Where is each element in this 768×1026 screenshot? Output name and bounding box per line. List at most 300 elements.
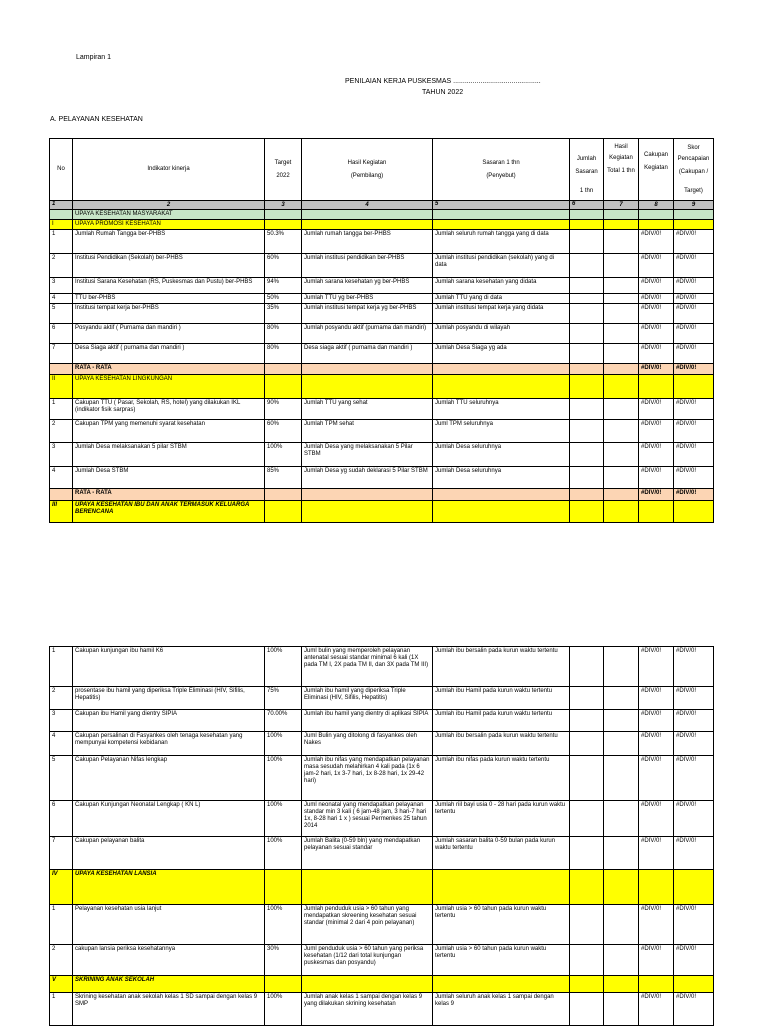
cell-no: I <box>50 220 73 230</box>
cell-sasaran: Jumlah Desa seluruhnya <box>433 443 570 467</box>
cell-skor: #DIV/0! <box>674 304 714 324</box>
cell-no: 1 <box>50 905 73 945</box>
cell-sasaran: Jumlah ibu bersalin pada kurun waktu tertentu <box>433 732 570 756</box>
header-cakupan-line2: Kegiatan <box>644 164 668 171</box>
cell-cakupan: #DIV/0! <box>639 324 674 344</box>
cell-hasil-total <box>604 976 639 993</box>
cell-hasil: Juml bulin yang memperoleh pelayanan antenatal sesuai standar minimal 6 kali (1X pada TM I, 2X pada TM II, dan 3X pada TM III) <box>302 647 433 687</box>
kinerja-table-top <box>49 138 714 523</box>
cell-jumlah-sasaran <box>570 905 604 945</box>
cell-target: 100% <box>265 837 302 870</box>
table-row <box>50 278 714 294</box>
cell-hasil: Desa siaga aktif ( purnama dan mandiri ) <box>302 344 433 364</box>
header-skor-line1: Skor <box>687 144 700 151</box>
cell-no: 1 <box>50 647 73 687</box>
cell-target: 60% <box>265 420 302 443</box>
cell-hasil-total <box>604 399 639 420</box>
cell-skor: #DIV/0! <box>674 364 714 375</box>
cell-hasil-total <box>604 375 639 399</box>
cell-hasil-total <box>604 905 639 945</box>
cell-target: 85% <box>265 467 302 489</box>
cell-cakupan <box>639 870 674 905</box>
cell-skor: #DIV/0! <box>674 420 714 443</box>
cell-target: 70.00% <box>265 710 302 732</box>
cell-indikator: SKRINING ANAK SEKOLAH <box>73 976 265 993</box>
colnum-7: 7 <box>604 201 639 210</box>
cell-sasaran: Jumlah seluruh anak kelas 1 sampai dengan kelas 9 <box>433 993 570 1026</box>
cell-jumlah-sasaran <box>570 687 604 710</box>
cell-cakupan: #DIV/0! <box>639 837 674 870</box>
cell-hasil-total <box>604 344 639 364</box>
cell-no <box>50 364 73 375</box>
table-row <box>50 304 714 324</box>
header-sasaran-line2: (Penyebut) <box>486 172 516 179</box>
cell-hasil: Juml neonatal yang mendapatkan pelayanan standar min 3 kali ( 6 jam-48 jam, 3 hari-7 hari 1x, 8-28 hari 1 x ) sesuai Permenkes 25 tahun 2014 <box>302 801 433 837</box>
cell-no: 1 <box>50 399 73 420</box>
cell-skor: #DIV/0! <box>674 254 714 278</box>
cell-skor: #DIV/0! <box>674 278 714 294</box>
cell-hasil <box>302 210 433 220</box>
cell-sasaran: Jumlah TTU seluruhnya <box>433 399 570 420</box>
header-skor-line4: Target) <box>684 187 703 194</box>
cell-indikator: Pelayanan kesehatan usia lanjut <box>73 905 265 945</box>
header-jumlah-line1: Jumlah <box>576 156 597 162</box>
cell-target: 100% <box>265 905 302 945</box>
cell-cakupan <box>639 210 674 220</box>
cell-indikator: Cakupan Pelayanan Nifas lengkap <box>73 756 265 801</box>
cell-no: 2 <box>50 254 73 278</box>
cell-skor: #DIV/0! <box>674 344 714 364</box>
cell-no: 4 <box>50 732 73 756</box>
header-no: No <box>50 139 73 201</box>
cell-hasil <box>302 489 433 501</box>
cell-indikator: UPAYA KESEHATAN IBU DAN ANAK TERMASUK KELUARGA BERENCANA <box>73 501 265 523</box>
table-row <box>50 801 714 837</box>
table-row <box>50 993 714 1026</box>
header-skor-line2: Pencapaian <box>677 155 710 162</box>
cell-indikator: Cakupan TPM yang memenuhi syarat kesehatan <box>73 420 265 443</box>
table-row <box>50 945 714 976</box>
table-row <box>50 687 714 710</box>
table-row <box>50 364 714 375</box>
cell-hasil-total <box>604 801 639 837</box>
cell-indikator: prosentase ibu hamil yang diperiksa Triple Eliminasi (HIV, Sifilis, Hepatitis) <box>73 687 265 710</box>
cell-indikator: Cakupan pelayanan balita <box>73 837 265 870</box>
cell-skor <box>674 870 714 905</box>
table-row <box>50 344 714 364</box>
table-row <box>50 420 714 443</box>
cell-skor: #DIV/0! <box>674 294 714 304</box>
cell-sasaran: Jumlah ibu bersalin pada kurun waktu tertentu <box>433 647 570 687</box>
header-jumlah-line2: Sasaran <box>575 169 598 175</box>
cell-skor: #DIV/0! <box>674 801 714 837</box>
cell-target <box>265 210 302 220</box>
cell-jumlah-sasaran <box>570 467 604 489</box>
cell-no: III <box>50 501 73 523</box>
cell-indikator: Cakupan kunjungan ibu hamil K6 <box>73 647 265 687</box>
cell-hasil <box>302 364 433 375</box>
cell-indikator: cakupan lansia periksa kesehatannya <box>73 945 265 976</box>
cell-cakupan: #DIV/0! <box>639 732 674 756</box>
cell-skor: #DIV/0! <box>674 467 714 489</box>
cell-indikator: Posyandu aktif ( Purnama dan mandiri ) <box>73 324 265 344</box>
cell-hasil-total <box>604 467 639 489</box>
cell-indikator: TTU ber-PHBS <box>73 294 265 304</box>
cell-target: 35% <box>265 304 302 324</box>
cell-target: 100% <box>265 732 302 756</box>
cell-indikator: Institusi Pendidikan (Sekolah) ber-PHBS <box>73 254 265 278</box>
cell-jumlah-sasaran <box>570 399 604 420</box>
cell-cakupan <box>639 976 674 993</box>
cell-hasil: Jumlah ibu nifas yang mendapatkan pelayanan masa sesudah melahirkan 4 kali pada (1x 6 jam-2 hari, 1x 3-7 hari, 1x 8-28 hari, 1x 29-42 hari) <box>302 756 433 801</box>
kinerja-table-bottom <box>49 646 714 1026</box>
cell-hasil-total <box>604 837 639 870</box>
header-jumlah-line3: 1 thn <box>579 188 594 194</box>
cell-no <box>50 489 73 501</box>
colnum-1: 1 <box>50 201 73 210</box>
table-row <box>50 647 714 687</box>
cell-sasaran: Jumlah TTU yang di data <box>433 294 570 304</box>
cell-no: 2 <box>50 687 73 710</box>
cell-skor: #DIV/0! <box>674 647 714 687</box>
cell-hasil-total <box>604 294 639 304</box>
cell-skor <box>674 375 714 399</box>
cell-hasil <box>302 501 433 523</box>
table-row <box>50 710 714 732</box>
cell-hasil-total <box>604 870 639 905</box>
cell-target <box>265 375 302 399</box>
table-header-row <box>50 139 714 201</box>
cell-no: 1 <box>50 993 73 1026</box>
cell-no: 4 <box>50 467 73 489</box>
cell-sasaran <box>433 364 570 375</box>
cell-sasaran: Jumlah ibu Hamil pada kurun waktu tertentu <box>433 687 570 710</box>
cell-indikator: RATA - RATA <box>73 489 265 501</box>
cell-hasil-total <box>604 210 639 220</box>
header-hasil-line2: (Pembilang) <box>350 172 384 179</box>
document-title: PENILAIAN KERJA PUSKESMAS ............................................. <box>345 78 541 85</box>
cell-sasaran <box>433 220 570 230</box>
cell-skor: #DIV/0! <box>674 993 714 1026</box>
header-cakupan-line1: Cakupan <box>643 151 669 158</box>
cell-sasaran <box>433 870 570 905</box>
cell-skor: #DIV/0! <box>674 443 714 467</box>
cell-hasil: Jumlah penduduk usia > 60 tahun yang mendapatkan skreening kesehatan sesuai standar (minimal 2 dari 4 poin pelayanan) <box>302 905 433 945</box>
header-skor <box>674 139 714 201</box>
colnum-8: 8 <box>639 201 674 210</box>
cell-sasaran: Jumlah Desa seluruhnya <box>433 467 570 489</box>
cell-no: 2 <box>50 945 73 976</box>
cell-sasaran: Jumlah institusi pendidikan (sekolah) yang di data <box>433 254 570 278</box>
cell-hasil <box>302 870 433 905</box>
colnum-9: 9 <box>674 201 714 210</box>
cell-no: 6 <box>50 324 73 344</box>
cell-jumlah-sasaran <box>570 710 604 732</box>
cell-indikator: UPAYA KESEHATAN LINGKUNGAN <box>73 375 265 399</box>
cell-cakupan <box>639 375 674 399</box>
cell-jumlah-sasaran <box>570 756 604 801</box>
header-target-line1: Target <box>274 159 292 166</box>
cell-hasil: Jumlah rumah tangga ber-PHBS <box>302 230 433 254</box>
cell-sasaran: Jumlah ibu Hamil pada kurun waktu tertentu <box>433 710 570 732</box>
cell-indikator: Cakupan persalinan di Fasyankes oleh tenaga kesehatan yang mempunyai kompetensi kebidanan <box>73 732 265 756</box>
table-row <box>50 501 714 523</box>
header-cakupan <box>639 139 674 201</box>
cell-no: II <box>50 375 73 399</box>
cell-jumlah-sasaran <box>570 801 604 837</box>
cell-sasaran: Jumlah posyandu di wilayah <box>433 324 570 344</box>
cell-hasil: Jumlah Desa yang melaksanakan 5 Pilar STBM <box>302 443 433 467</box>
cell-cakupan: #DIV/0! <box>639 905 674 945</box>
colnum-5: 5 <box>433 201 570 210</box>
cell-hasil-total <box>604 756 639 801</box>
header-hasil-kegiatan <box>604 139 639 201</box>
cell-no: 7 <box>50 344 73 364</box>
cell-hasil: Juml penduduk usia > 60 tahun yang periksa kesehatan (1/12 dari total kunjungan puskesmas dan posyandu) <box>302 945 433 976</box>
cell-skor: #DIV/0! <box>674 489 714 501</box>
cell-hasil: Jumlah institusi pendidikan ber-PHBS <box>302 254 433 278</box>
cell-target <box>265 976 302 993</box>
cell-indikator: Desa Siaga aktif ( purnama dan mandiri ) <box>73 344 265 364</box>
cell-jumlah-sasaran <box>570 254 604 278</box>
cell-skor: #DIV/0! <box>674 399 714 420</box>
cell-sasaran <box>433 489 570 501</box>
colnum-6: 6 <box>570 201 604 210</box>
cell-skor: #DIV/0! <box>674 230 714 254</box>
cell-cakupan: #DIV/0! <box>639 420 674 443</box>
cell-hasil <box>302 220 433 230</box>
cell-sasaran: Jumlah seluruh rumah tangga yang di data <box>433 230 570 254</box>
cell-no: 3 <box>50 710 73 732</box>
table-row <box>50 399 714 420</box>
cell-target: 50% <box>265 294 302 304</box>
header-hasil-line1: Hasil Kegiatan <box>347 159 387 166</box>
cell-skor: #DIV/0! <box>674 324 714 344</box>
cell-indikator: Institusi tempat kerja ber-PHBS <box>73 304 265 324</box>
cell-hasil-total <box>604 220 639 230</box>
cell-jumlah-sasaran <box>570 501 604 523</box>
header-hasilkeg-line3: Total 1 thn <box>607 168 635 174</box>
cell-jumlah-sasaran <box>570 732 604 756</box>
cell-skor: #DIV/0! <box>674 687 714 710</box>
table-row <box>50 905 714 945</box>
cell-hasil-total <box>604 443 639 467</box>
cell-skor: #DIV/0! <box>674 710 714 732</box>
table-row <box>50 756 714 801</box>
cell-hasil: Jumlah institusi tempat kerja yg ber-PHBS <box>302 304 433 324</box>
column-number-row <box>50 201 714 210</box>
cell-cakupan: #DIV/0! <box>639 647 674 687</box>
cell-jumlah-sasaran <box>570 870 604 905</box>
cell-jumlah-sasaran <box>570 278 604 294</box>
cell-indikator: Jumlah Desa melaksanakan 5 pilar STBM <box>73 443 265 467</box>
cell-sasaran: Jumlah Desa Siaga yg ada <box>433 344 570 364</box>
cell-jumlah-sasaran <box>570 420 604 443</box>
cell-sasaran <box>433 375 570 399</box>
cell-target: 75% <box>265 687 302 710</box>
cell-no: 5 <box>50 756 73 801</box>
cell-no: IV <box>50 870 73 905</box>
table-row <box>50 294 714 304</box>
cell-cakupan: #DIV/0! <box>639 993 674 1026</box>
cell-target: 94% <box>265 278 302 294</box>
cell-cakupan: #DIV/0! <box>639 399 674 420</box>
cell-sasaran: Jumlah usia > 60 tahun pada kurun waktu tertentu <box>433 945 570 976</box>
table-row <box>50 732 714 756</box>
cell-indikator: UPAYA KESEHATAN LANSIA <box>73 870 265 905</box>
cell-target <box>265 489 302 501</box>
cell-hasil-total <box>604 324 639 344</box>
cell-hasil-total <box>604 230 639 254</box>
cell-cakupan: #DIV/0! <box>639 467 674 489</box>
cell-jumlah-sasaran <box>570 976 604 993</box>
cell-indikator: Institusi Sarana Kesehatan (RS, Puskesmas dan Pustu) ber-PHBS <box>73 278 265 294</box>
cell-no: 3 <box>50 278 73 294</box>
cell-no: 3 <box>50 443 73 467</box>
cell-cakupan <box>639 501 674 523</box>
cell-sasaran <box>433 976 570 993</box>
cell-indikator: Cakupan TTU ( Pasar, Sekolah, RS, hotel) yang dilakukan IKL (indikator fisik sarpras) <box>73 399 265 420</box>
table-row <box>50 230 714 254</box>
header-target-line2: 2022 <box>276 172 290 179</box>
cell-cakupan: #DIV/0! <box>639 364 674 375</box>
cell-hasil-total <box>604 278 639 294</box>
table-row <box>50 870 714 905</box>
cell-sasaran: Jumlah sarana kesehatan yang didata <box>433 278 570 294</box>
cell-no: 4 <box>50 294 73 304</box>
cell-jumlah-sasaran <box>570 304 604 324</box>
cell-hasil-total <box>604 364 639 375</box>
table-row <box>50 837 714 870</box>
header-jumlah-sasaran <box>570 139 604 201</box>
header-hasilkeg-line2: Kegiatan <box>609 155 633 161</box>
cell-indikator: Jumlah Rumah Tangga ber-PHBS <box>73 230 265 254</box>
header-hasilkeg-line1: Hasil <box>614 144 628 150</box>
cell-hasil-total <box>604 489 639 501</box>
cell-hasil-total <box>604 945 639 976</box>
cell-jumlah-sasaran <box>570 220 604 230</box>
cell-cakupan: #DIV/0! <box>639 294 674 304</box>
cell-jumlah-sasaran <box>570 230 604 254</box>
cell-hasil-total <box>604 687 639 710</box>
cell-cakupan: #DIV/0! <box>639 489 674 501</box>
table-row <box>50 254 714 278</box>
cell-no: 2 <box>50 420 73 443</box>
cell-cakupan: #DIV/0! <box>639 443 674 467</box>
cell-indikator: RATA - RATA <box>73 364 265 375</box>
cell-hasil <box>302 976 433 993</box>
cell-jumlah-sasaran <box>570 443 604 467</box>
cell-target: 100% <box>265 993 302 1026</box>
cell-skor <box>674 501 714 523</box>
cell-cakupan: #DIV/0! <box>639 254 674 278</box>
cell-jumlah-sasaran <box>570 344 604 364</box>
cell-skor <box>674 976 714 993</box>
header-sasaran-line1: Sasaran 1 thn <box>482 159 520 166</box>
cell-target: 100% <box>265 647 302 687</box>
cell-hasil <box>302 375 433 399</box>
cell-target: 50.3% <box>265 230 302 254</box>
cell-cakupan: #DIV/0! <box>639 278 674 294</box>
cell-target <box>265 364 302 375</box>
cell-hasil-total <box>604 732 639 756</box>
cell-target: 80% <box>265 344 302 364</box>
cell-target: 60% <box>265 254 302 278</box>
cell-indikator: Cakupan ibu Hamil yang dientry SIPIA <box>73 710 265 732</box>
cell-hasil: Jumlah anak kelas 1 sampai dengan kelas 9 yang dilakukan skrining kesehatan <box>302 993 433 1026</box>
table-row <box>50 220 714 230</box>
cell-no: V <box>50 976 73 993</box>
cell-no: 1 <box>50 230 73 254</box>
cell-skor: #DIV/0! <box>674 837 714 870</box>
cell-cakupan: #DIV/0! <box>639 230 674 254</box>
cell-sasaran: Juml TPM seluruhnya <box>433 420 570 443</box>
table-row <box>50 324 714 344</box>
cell-no: 7 <box>50 837 73 870</box>
document-year: TAHUN 2022 <box>422 89 464 96</box>
cell-hasil: Jumlah Desa yg sudah deklarasi 5 Pilar STBM <box>302 467 433 489</box>
cell-jumlah-sasaran <box>570 294 604 304</box>
cell-hasil-total <box>604 304 639 324</box>
cell-target: 100% <box>265 443 302 467</box>
cell-target <box>265 870 302 905</box>
cell-jumlah-sasaran <box>570 993 604 1026</box>
cell-target: 100% <box>265 756 302 801</box>
cell-hasil-total <box>604 254 639 278</box>
cell-cakupan: #DIV/0! <box>639 687 674 710</box>
cell-target: 30% <box>265 945 302 976</box>
cell-cakupan: #DIV/0! <box>639 344 674 364</box>
lampiran-label: Lampiran 1 <box>76 54 112 61</box>
cell-hasil: Jumlah Balita (0-59 bln) yang mendapatkan pelayanan sesuai standar <box>302 837 433 870</box>
cell-jumlah-sasaran <box>570 647 604 687</box>
table-row <box>50 443 714 467</box>
cell-target <box>265 501 302 523</box>
cell-indikator: Skrining kesehatan anak sekolah kelas 1 SD sampai dengan kelas 9 SMP <box>73 993 265 1026</box>
header-skor-line3: (Cakupan / <box>678 168 709 175</box>
cell-hasil: Jumlah ibu hamil yang dientry di aplikasi SIPIA <box>302 710 433 732</box>
cell-hasil-total <box>604 501 639 523</box>
cell-hasil-total <box>604 647 639 687</box>
cell-hasil: Jumlah TTU yg ber-PHBS <box>302 294 433 304</box>
cell-sasaran: Jumlah institusi tempat kerja yang didata <box>433 304 570 324</box>
cell-skor <box>674 210 714 220</box>
cell-sasaran: Jumlah riil bayi usia 0 - 28 hari pada kurun waktu tertentu <box>433 801 570 837</box>
header-target <box>265 139 302 201</box>
header-hasil <box>302 139 433 201</box>
cell-skor: #DIV/0! <box>674 756 714 801</box>
table-row <box>50 467 714 489</box>
cell-jumlah-sasaran <box>570 324 604 344</box>
cell-cakupan: #DIV/0! <box>639 304 674 324</box>
colnum-2: 2 <box>73 201 265 210</box>
cell-jumlah-sasaran <box>570 375 604 399</box>
colnum-4: 4 <box>302 201 433 210</box>
cell-hasil: Jumlah TTU yang sehat <box>302 399 433 420</box>
cell-target <box>265 220 302 230</box>
cell-skor: #DIV/0! <box>674 905 714 945</box>
cell-skor <box>674 220 714 230</box>
header-sasaran <box>433 139 570 201</box>
cell-hasil: Juml Bulin yang ditolong di fasyankes oleh Nakes <box>302 732 433 756</box>
table-row <box>50 210 714 220</box>
cell-cakupan <box>639 220 674 230</box>
cell-hasil-total <box>604 993 639 1026</box>
cell-jumlah-sasaran <box>570 837 604 870</box>
cell-sasaran <box>433 501 570 523</box>
cell-skor: #DIV/0! <box>674 732 714 756</box>
cell-cakupan: #DIV/0! <box>639 710 674 732</box>
